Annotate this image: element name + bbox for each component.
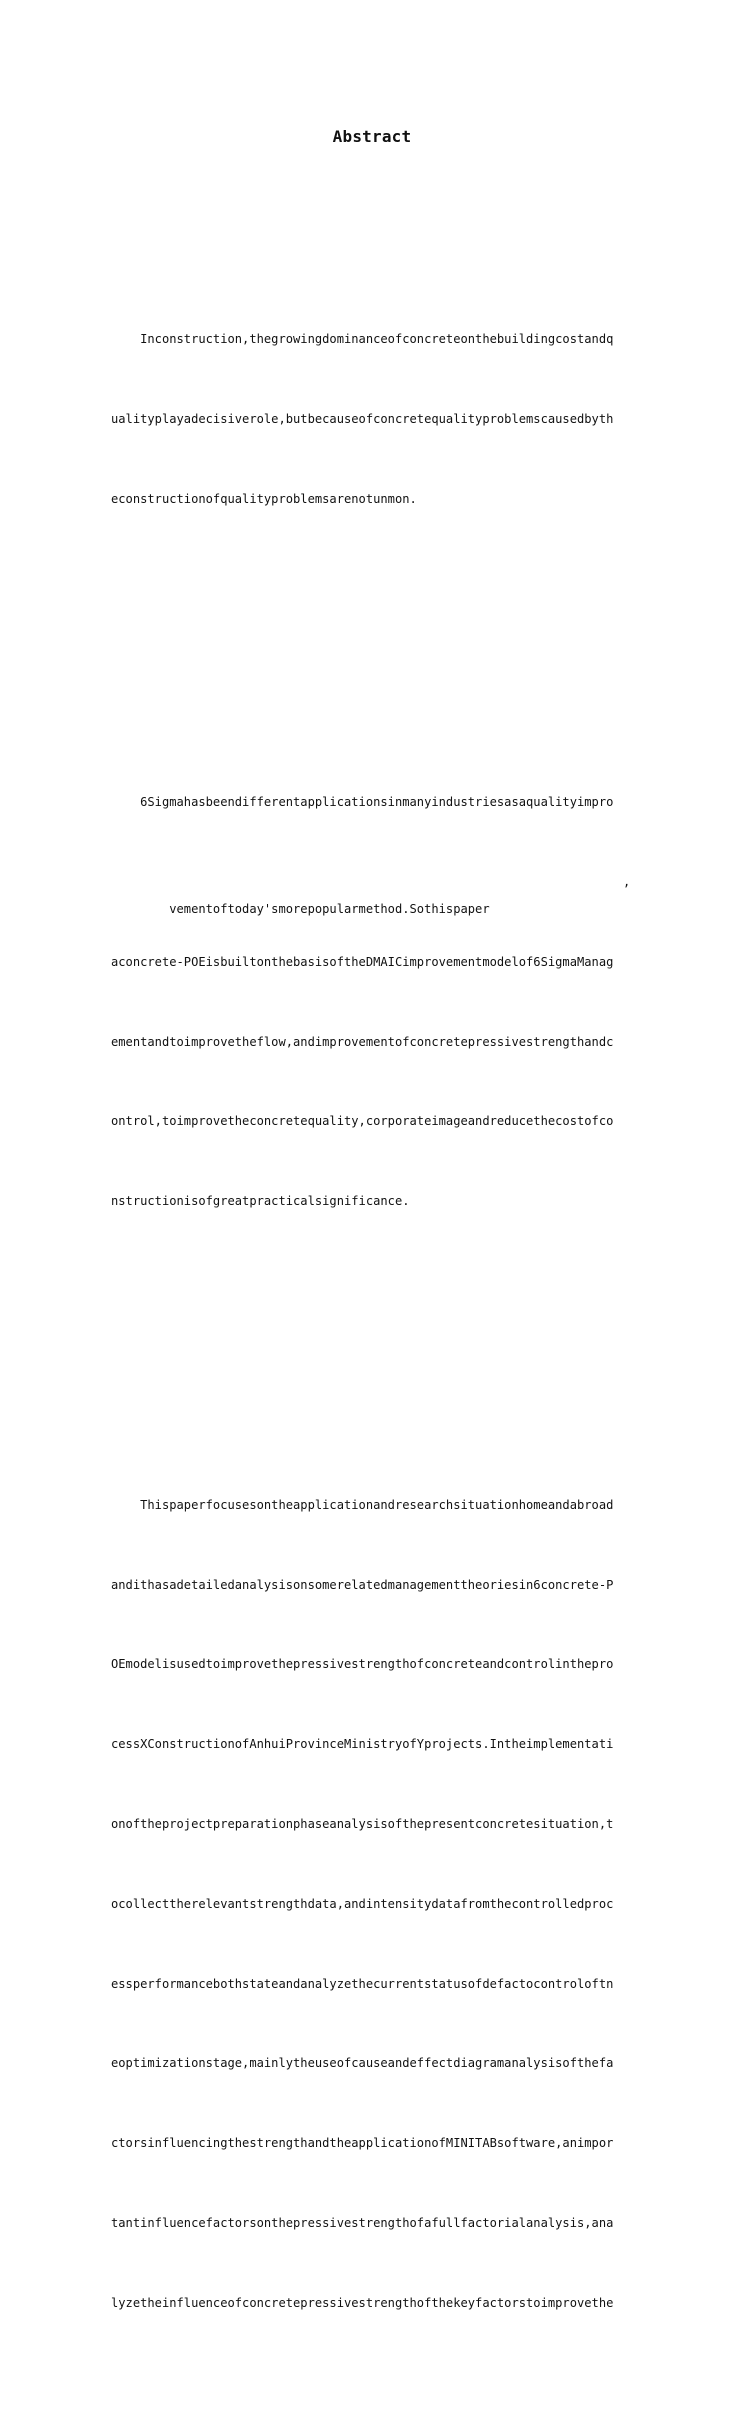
paragraph-1 <box>111 273 631 566</box>
text-segment: vementoftoday'smorepopularmethod.Sothispaper <box>169 901 490 916</box>
text-line: econstructionofqualityproblemsarenotunmon. <box>111 491 417 506</box>
paragraph-gap <box>111 1321 631 1332</box>
text-line: ualityplayadecisiverole,butbecauseofconcretequalityproblemscausedbyth <box>111 411 614 426</box>
text-line: andithasadetailedanalysisonsomerelatedmanagementtheoriesin6concrete-P <box>111 1577 614 1592</box>
text-line: onoftheprojectpreparationphaseanalysisofthepresentconcretesituation,t <box>111 1817 614 1831</box>
text-line: 6Sigmahasbeendifferentapplicationsinmanyindustriesasaqualityimpro <box>111 795 614 810</box>
text-line: eoptimizationstage,mainlytheuseofcauseandeffectdiagramanalysisofthefa <box>111 2056 614 2071</box>
text-line: ocollecttherelevantstrengthdata,andintensitydatafromthecontrolledproc <box>111 1896 614 1911</box>
text-line: essperformancebothstateandanalyzethecurrentstatusofdefactocontroloftn <box>111 1976 614 1991</box>
text-line <box>111 869 631 916</box>
text-line: ementandtoimprovetheflow,andimprovementofconcretepressivestrengthandc <box>111 1034 614 1049</box>
text-line: lyzetheinfluenceofconcretepressivestrengthofthekeyfactorstoimprovethe <box>111 2295 614 2310</box>
text-line: aconcrete-POEisbuiltonthebasisoftheDMAICimprovementmodelof6SigmaManag <box>111 954 614 969</box>
text-line: ontrol,toimprovetheconcretequality,corporateimageandreducethecostofco <box>111 1114 614 1129</box>
text-line: nstructionisofgreatpracticalsignificance. <box>111 1194 410 1209</box>
trailing-comma: , <box>623 875 631 890</box>
text-line: tantinfluencefactorsonthepressivestrengthofafullfactorialanalysis,ana <box>111 2215 614 2230</box>
paragraph-gap <box>111 619 631 630</box>
paragraph-3 <box>111 1439 631 2370</box>
page-title: Abstract <box>332 127 412 146</box>
abstract-body <box>111 193 631 2423</box>
text-line: ctorsinfluencingthestrengthandtheapplicationofMINITABsoftware,animpor <box>111 2136 614 2151</box>
paragraph-2 <box>111 736 631 1268</box>
text-line: OEmodelisusedtoimprovethepressivestrengthofconcreteandcontrolinthepro <box>111 1657 614 1672</box>
text-line: cessXConstructionofAnhuiProvinceMinistryofYprojects.Intheimplementati <box>111 1737 614 1752</box>
text-line: Thispaperfocusesontheapplicationandresearchsituationhomeandabroad <box>111 1497 614 1512</box>
text-line: Inconstruction,thegrowingdominanceofconcreteonthebuildingcostandq <box>111 331 614 346</box>
